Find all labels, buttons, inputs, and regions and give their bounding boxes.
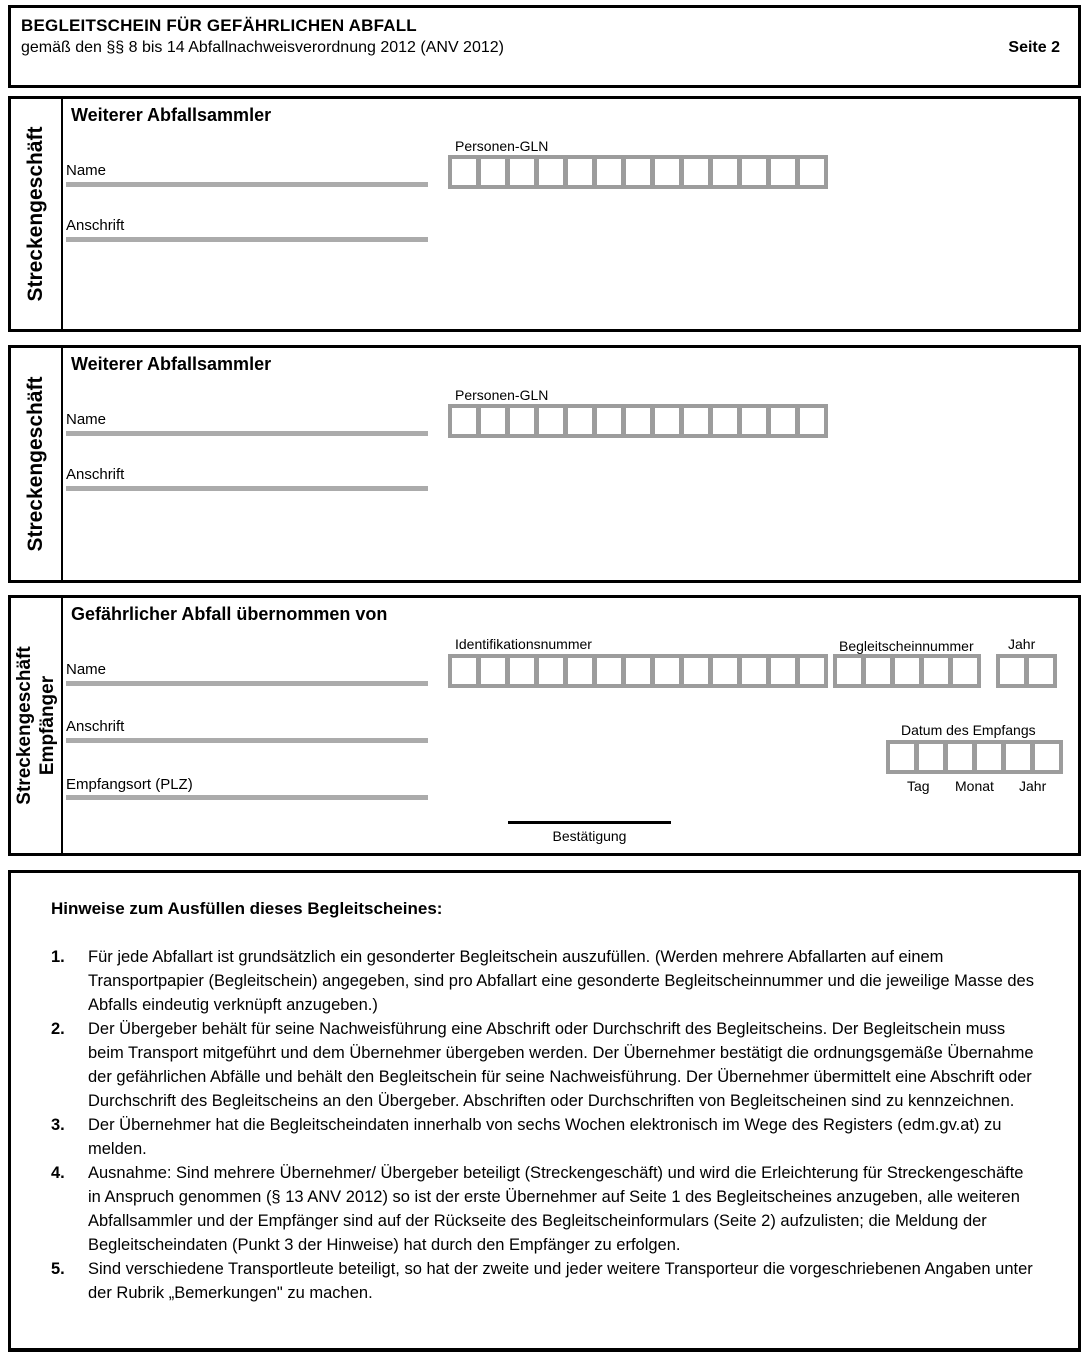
identifikationsnummer-label: Identifikationsnummer: [455, 636, 592, 652]
entry-cell[interactable]: [924, 658, 948, 684]
hinweis-text: Der Übernehmer hat die Begleitscheindaten innerhalb von sechs Wochen elektronisch im Wege des Registers (edm.gv.at) zu melden.: [88, 1116, 1002, 1158]
entry-cell[interactable]: [539, 159, 563, 185]
entry-cell[interactable]: [1035, 744, 1059, 770]
entry-cell[interactable]: [713, 408, 737, 434]
section-empfaenger: [8, 595, 1081, 856]
monat-label: Monat: [955, 778, 994, 794]
hinweis-item-3: [51, 1113, 1051, 1161]
entry-cell[interactable]: [742, 408, 766, 434]
entry-cell[interactable]: [626, 159, 650, 185]
entry-cell[interactable]: [1029, 658, 1053, 684]
hinweis-number: 1.: [51, 948, 65, 966]
hinweis-number: 4.: [51, 1164, 65, 1182]
entry-cell[interactable]: [597, 658, 621, 684]
hinweis-text: Sind verschiedene Transportleute beteiligt, so hat der zweite und jeder weitere Transporteur die vorgeschriebenen Angaben unter der Rubrik „Bemerkungen" zu machen.: [88, 1260, 1033, 1302]
entry-cell[interactable]: [452, 159, 476, 185]
entry-cell[interactable]: [568, 408, 592, 434]
jahr-label: Jahr: [1008, 636, 1036, 652]
entry-cell[interactable]: [742, 159, 766, 185]
entry-cell[interactable]: [684, 159, 708, 185]
name-field-line[interactable]: [66, 681, 428, 686]
header-box: [8, 5, 1081, 88]
hinweis-number: 5.: [51, 1260, 65, 1278]
page-number: Seite 2: [1008, 39, 1060, 56]
name-label: Name: [66, 162, 107, 179]
entry-cell[interactable]: [539, 408, 563, 434]
anschrift-field-line[interactable]: [66, 237, 428, 242]
entry-cell[interactable]: [597, 159, 621, 185]
form-title: BEGLEITSCHEIN FÜR GEFÄHRLICHEN ABFALL: [21, 16, 417, 35]
name-field-line[interactable]: [66, 431, 428, 436]
entry-cell[interactable]: [568, 658, 592, 684]
entry-cell[interactable]: [655, 408, 679, 434]
side-label-streckengeschaeft-empfaenger: [11, 598, 63, 853]
hinweis-item-4: [51, 1161, 1051, 1257]
entry-cell[interactable]: [510, 658, 534, 684]
datum-boxes[interactable]: [886, 740, 1063, 774]
hinweis-text: Der Übergeber behält für seine Nachweisführung eine Abschrift oder Durchschrift des Begleitscheins. Der Begleitschein muss beim Transport mitgeführt und dem Übernehmer übergeben werden. Der Übernehmer bestätigt die ordnungsgemäße Übernahme der gefährlichen Abfälle und behält den Begleitschein für seine Nachweisführung. Der Übernehmer übermittelt eine Abschrift oder Durchschrift des Begleitscheins an den Übergeber. Abschriften oder Durchschriften von Begleitscheinen sind zu kennzeichnen.: [88, 1020, 1034, 1110]
entry-cell[interactable]: [800, 159, 824, 185]
section-heading: Weiterer Abfallsammler: [71, 354, 272, 374]
personen-gln-label: Personen-GLN: [455, 138, 549, 154]
side-label-streckengeschaeft: Streckengeschäft: [24, 126, 47, 302]
entry-cell[interactable]: [866, 658, 890, 684]
bestaetigung-signature-line[interactable]: [508, 821, 671, 824]
anschrift-label: Anschrift: [66, 466, 125, 483]
jahr-boxes[interactable]: [996, 654, 1057, 688]
empfangsort-field-line[interactable]: [66, 795, 428, 800]
entry-cell[interactable]: [713, 658, 737, 684]
anschrift-label: Anschrift: [66, 718, 125, 735]
empfangsort-label: Empfangsort (PLZ): [66, 776, 193, 793]
entry-cell[interactable]: [837, 658, 861, 684]
hinweis-text: Ausnahme: Sind mehrere Übernehmer/ Übergeber beteiligt (Streckengeschäft) und wird die Erleichterung für Streckengeschäfte in Anspruch genommen (§ 13 ANV 2012) so ist der erste Übernehmer auf Seite 1 des Begleitscheines anzugeben, alle weiteren Abfallsammler und der Empfänger sind auf der Rückseite des Begleitscheinformulars (Seite 2) aufzulisten; die Meldung der Begleitscheindaten (Punkt 3 der Hinweise) hat durch den Empfänger zu erfolgen.: [88, 1164, 1024, 1254]
hinweise-list: [51, 945, 1051, 1305]
entry-cell[interactable]: [948, 744, 972, 770]
hinweise-heading: Hinweise zum Ausfüllen dieses Begleitscheines:: [51, 899, 443, 918]
entry-cell[interactable]: [510, 159, 534, 185]
name-field-line[interactable]: [66, 182, 428, 187]
entry-cell[interactable]: [568, 159, 592, 185]
hinweis-number: 2.: [51, 1020, 65, 1038]
tag-label: Tag: [907, 778, 930, 794]
bestaetigung-label: Bestätigung: [552, 828, 627, 844]
entry-cell[interactable]: [895, 658, 919, 684]
entry-cell[interactable]: [919, 744, 943, 770]
name-label: Name: [66, 411, 107, 428]
entry-cell[interactable]: [626, 658, 650, 684]
entry-cell[interactable]: [890, 744, 914, 770]
entry-cell[interactable]: [1000, 658, 1024, 684]
entry-cell[interactable]: [539, 658, 563, 684]
entry-cell[interactable]: [481, 658, 505, 684]
entry-cell[interactable]: [684, 658, 708, 684]
section-heading: Weiterer Abfallsammler: [71, 105, 272, 125]
entry-cell[interactable]: [800, 658, 824, 684]
entry-cell[interactable]: [771, 408, 795, 434]
entry-cell[interactable]: [626, 408, 650, 434]
hinweis-item-1: [51, 945, 1051, 1017]
side-label-streckengeschaeft: Streckengeschäft: [24, 376, 47, 552]
hinweis-item-5: [51, 1257, 1051, 1305]
entry-cell[interactable]: [953, 658, 977, 684]
section-abfallsammler-1: [8, 96, 1081, 332]
entry-cell[interactable]: [452, 658, 476, 684]
side-label-line-1: Streckengeschäft: [14, 646, 35, 805]
entry-cell[interactable]: [742, 658, 766, 684]
section-divider: [61, 99, 63, 329]
hinweis-number: 3.: [51, 1116, 65, 1134]
entry-cell[interactable]: [1006, 744, 1030, 770]
personen-gln-label: Personen-GLN: [455, 387, 549, 403]
side-label-line-2: Empfänger: [37, 675, 58, 776]
hinweise-box: [8, 870, 1081, 1352]
personen-gln-boxes[interactable]: [448, 404, 828, 438]
section-divider: [61, 348, 63, 580]
entry-cell[interactable]: [452, 408, 476, 434]
anschrift-field-line[interactable]: [66, 486, 428, 491]
entry-cell[interactable]: [771, 159, 795, 185]
hinweis-text: Für jede Abfallart ist grundsätzlich ein gesonderter Begleitschein auszufüllen. (Werden mehrere Abfallarten auf einem Transportpapier (Begleitschein) angegeben, sind pro Abfallart eine gesonderte Begleitscheinnummer und die jeweilige Masse des Abfalls eindeutig verknüpft anzugeben.): [88, 948, 1034, 1014]
begleitscheinnummer-boxes[interactable]: [833, 654, 981, 688]
form-subtitle: gemäß den §§ 8 bis 14 Abfallnachweisverordnung 2012 (ANV 2012): [21, 39, 504, 56]
anschrift-label: Anschrift: [66, 217, 125, 234]
anschrift-field-line[interactable]: [66, 738, 428, 743]
entry-cell[interactable]: [684, 408, 708, 434]
entry-cell[interactable]: [977, 744, 1001, 770]
section-heading: Gefährlicher Abfall übernommen von: [71, 604, 388, 624]
entry-cell[interactable]: [481, 408, 505, 434]
entry-cell[interactable]: [597, 408, 621, 434]
entry-cell[interactable]: [771, 658, 795, 684]
datum-des-empfangs-label: Datum des Empfangs: [901, 722, 1036, 738]
entry-cell[interactable]: [800, 408, 824, 434]
entry-cell[interactable]: [713, 159, 737, 185]
entry-cell[interactable]: [655, 159, 679, 185]
entry-cell[interactable]: [510, 408, 534, 434]
entry-cell[interactable]: [655, 658, 679, 684]
identifikationsnummer-boxes[interactable]: [448, 654, 828, 688]
entry-cell[interactable]: [481, 159, 505, 185]
begleitscheinnummer-label: Begleitscheinnummer: [839, 638, 974, 654]
section-abfallsammler-2: [8, 345, 1081, 583]
jahr-small-label: Jahr: [1019, 778, 1047, 794]
hinweis-item-2: [51, 1017, 1051, 1113]
name-label: Name: [66, 661, 107, 678]
personen-gln-boxes[interactable]: [448, 155, 828, 189]
